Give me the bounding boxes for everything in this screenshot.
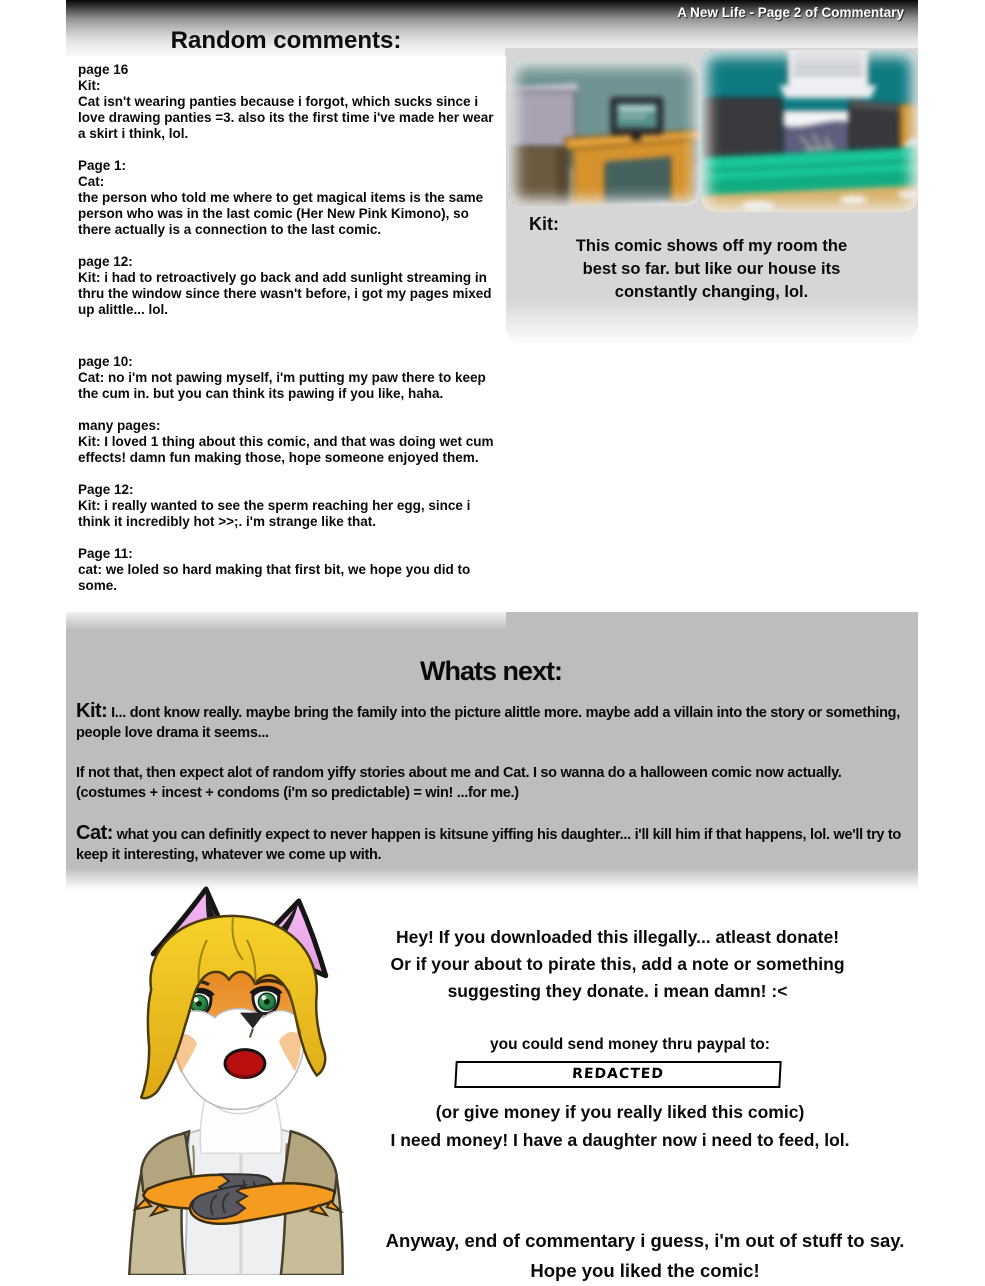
comment-page-label: page 12: bbox=[78, 254, 133, 269]
comment-speaker-label: Cat: bbox=[78, 174, 105, 189]
whats-next-panel bbox=[66, 612, 918, 890]
kit-caption-line: best so far. but like our house its bbox=[582, 260, 841, 278]
paypal-address-box bbox=[454, 1061, 781, 1088]
kit-caption-line: This comic shows off my room the bbox=[575, 237, 848, 255]
comment-page-label: Page 1: bbox=[78, 158, 127, 173]
comment-page-label: Page 12: bbox=[78, 482, 134, 497]
comment-body: Kit: I loved 1 thing about this comic, and that was doing wet cum effects! damn fun making those, hope someone enjoyed them. bbox=[78, 434, 494, 465]
fox-character-illustration bbox=[92, 886, 344, 1275]
closing-remarks bbox=[305, 1226, 985, 1286]
comment-body: Kit: i really wanted to see the sperm reaching her egg, since i think it incredibly hot >>;. i'm strange like that. bbox=[78, 498, 471, 529]
paypal-instruction: you could send money thru paypal to: bbox=[490, 1036, 770, 1053]
comment-item bbox=[78, 482, 502, 530]
comment-item bbox=[78, 354, 502, 402]
plans-paragraph bbox=[76, 763, 906, 803]
kit-paragraph bbox=[76, 701, 906, 743]
comment-item bbox=[78, 254, 502, 318]
paypal-address-redacted: REDACTED bbox=[571, 1066, 665, 1082]
kit-speaker-label: Kit: bbox=[529, 214, 559, 234]
comments-heading: Random comments: bbox=[170, 27, 402, 54]
plans-paragraph-line: If not that, then expect alot of random yiffy stories about me and Cat. I so wanna do a halloween comic now actually. bbox=[76, 765, 842, 781]
comment-page-label: many pages: bbox=[78, 418, 161, 433]
donation-plea-line: Hey! If you downloaded this illegally... atleast donate! bbox=[395, 927, 840, 947]
kit-caption bbox=[505, 214, 918, 304]
donation-plea-line: suggesting they donate. i mean damn! :< bbox=[447, 981, 788, 1001]
cat-paragraph bbox=[76, 823, 906, 865]
donation-note-line: I need money! I have a daughter now i need to feed, lol. bbox=[390, 1130, 850, 1150]
comment-body: Cat isn't wearing panties because i forgot, which sucks since i love drawing panties =3. also its the first time i've made her wear a skirt i think, lol. bbox=[78, 94, 494, 141]
closing-line: Hope you liked the comic! bbox=[530, 1260, 760, 1281]
comment-body: cat: we loled so hard making that first bit, we hope you did to some. bbox=[78, 562, 471, 593]
comment-body: the person who told me where to get magical items is the same person who was in the last comic (Her New Pink Kimono), so there actually is a connection to the last comic. bbox=[78, 190, 484, 237]
comment-page-label: page 16 bbox=[78, 62, 129, 77]
kit-paragraph-text: I... dont know really. maybe bring the family into the picture alittle more. maybe add a villain into the story or something, people love drama it seems... bbox=[76, 705, 900, 741]
comment-body: Cat: no i'm not pawing myself, i'm putting my paw there to keep the cum in. but you can think its pawing if you like, haha. bbox=[78, 370, 486, 401]
closing-line: Anyway, end of commentary i guess, i'm out of stuff to say. bbox=[385, 1230, 905, 1251]
room-photos-panel bbox=[505, 48, 918, 346]
kit-label: Kit: bbox=[76, 700, 108, 722]
donation-plea bbox=[330, 924, 905, 1005]
comments-panel bbox=[66, 56, 506, 630]
comment-item bbox=[78, 62, 502, 142]
comment-speaker-label: Kit: bbox=[78, 78, 101, 93]
cat-label: Cat: bbox=[76, 822, 113, 844]
plans-paragraph-line: (costumes + incest + condoms (i'm so predictable) = win! ...for me.) bbox=[76, 785, 519, 801]
donation-note bbox=[330, 1098, 910, 1154]
room-illustration-bed bbox=[701, 50, 918, 212]
comment-page-label: page 10: bbox=[78, 354, 133, 369]
donation-note-line: (or give money if you really liked this comic) bbox=[435, 1102, 805, 1122]
comment-page-label: Page 11: bbox=[78, 546, 133, 561]
page-title: A New Life - Page 2 of Commentary bbox=[677, 5, 904, 20]
room-illustration-desk bbox=[509, 60, 701, 206]
comment-item bbox=[78, 418, 502, 466]
comment-item bbox=[78, 158, 502, 238]
whats-next-heading: Whats next: bbox=[419, 656, 562, 686]
donation-plea-line: Or if your about to pirate this, add a note or something bbox=[390, 954, 845, 974]
comment-body: Kit: i had to retroactively go back and add sunlight streaming in thru the window since there wasn't before, i got my pages mixed up alittle... lol. bbox=[78, 270, 492, 317]
comment-item bbox=[78, 546, 502, 594]
cat-paragraph-text: what you can definitly expect to never happen is kitsune yiffing his daughter... i'll kill him if that happens, lol. we'll try to keep it interesting, whatever we come up with. bbox=[76, 827, 901, 863]
kit-caption-line: constantly changing, lol. bbox=[614, 283, 809, 301]
